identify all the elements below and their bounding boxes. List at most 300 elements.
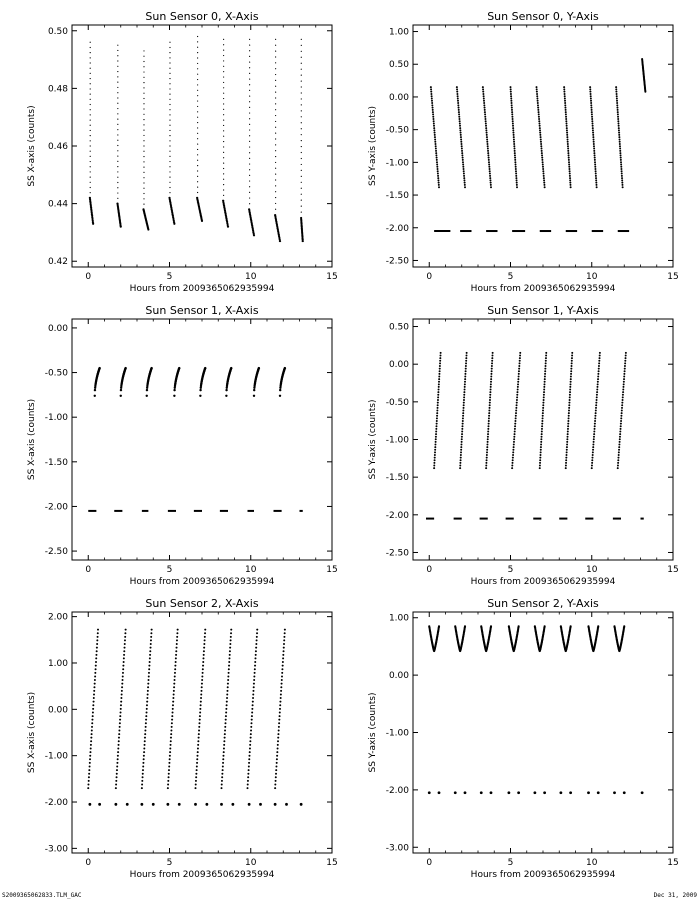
data-point xyxy=(201,220,203,222)
data-point xyxy=(252,697,254,699)
data-point xyxy=(618,125,620,127)
data-point xyxy=(281,675,283,677)
x-tick-label: 5 xyxy=(166,565,173,575)
data-point xyxy=(197,181,198,182)
data-point xyxy=(570,381,572,383)
data-point xyxy=(202,672,204,674)
data-point xyxy=(114,803,117,806)
data-point xyxy=(615,91,617,93)
data-point xyxy=(249,107,250,108)
data-point xyxy=(490,381,492,383)
data-point xyxy=(517,791,520,794)
data-point xyxy=(567,428,569,430)
data-point xyxy=(516,399,518,401)
data-point xyxy=(490,184,492,186)
data-point xyxy=(169,182,170,183)
data-point xyxy=(598,368,600,370)
data-point xyxy=(456,86,458,88)
data-point xyxy=(538,123,540,125)
data-point xyxy=(625,355,627,357)
data-point xyxy=(462,163,464,165)
data-point xyxy=(619,430,621,432)
y-tick-label: 0.44 xyxy=(47,199,68,210)
data-point xyxy=(592,454,594,456)
data-point xyxy=(519,357,521,359)
data-point xyxy=(170,744,172,746)
data-point xyxy=(88,780,90,782)
y-tick-label: -2.50 xyxy=(385,548,409,559)
data-point xyxy=(252,690,254,692)
data-point xyxy=(543,177,545,179)
data-point xyxy=(228,665,230,667)
data-point xyxy=(146,711,148,713)
data-point xyxy=(435,433,437,435)
data-point xyxy=(254,657,256,659)
data-point xyxy=(170,733,172,735)
data-point xyxy=(197,133,198,134)
data-point xyxy=(301,146,302,147)
data-point xyxy=(616,100,618,102)
data-point xyxy=(596,391,598,393)
data-point xyxy=(510,88,512,90)
data-point xyxy=(253,395,255,397)
data-point xyxy=(541,154,543,156)
data-point xyxy=(621,179,623,181)
data-point xyxy=(436,410,438,412)
data-point xyxy=(275,103,276,104)
data-point xyxy=(565,454,567,456)
data-point xyxy=(538,120,540,122)
data-point xyxy=(176,647,178,649)
data-point xyxy=(275,45,276,46)
data-point xyxy=(171,722,173,724)
data-point xyxy=(197,68,198,69)
data-point xyxy=(511,116,513,118)
data-point xyxy=(283,643,285,645)
data-point xyxy=(146,697,148,699)
data-point xyxy=(512,457,514,459)
data-point xyxy=(197,165,198,166)
data-point xyxy=(143,755,145,757)
data-point xyxy=(197,747,199,749)
data-point xyxy=(301,80,302,81)
data-point xyxy=(275,766,277,768)
data-point xyxy=(168,776,170,778)
data-point xyxy=(91,733,93,735)
data-point xyxy=(90,78,91,79)
data-point xyxy=(458,113,460,115)
data-point xyxy=(563,86,565,88)
data-point xyxy=(543,391,545,393)
data-point xyxy=(517,383,519,385)
data-point xyxy=(301,182,302,183)
data-point xyxy=(227,679,229,681)
data-point xyxy=(225,719,227,721)
data-point xyxy=(512,129,514,131)
data-point xyxy=(275,138,276,139)
data-point xyxy=(512,451,514,453)
data-point xyxy=(539,125,541,127)
data-point xyxy=(223,200,224,201)
data-point xyxy=(255,647,257,649)
data-point xyxy=(492,352,494,354)
data-point xyxy=(143,167,144,168)
data-point xyxy=(564,102,566,104)
x-tick-label: 10 xyxy=(245,858,257,868)
data-point xyxy=(197,154,198,155)
data-point xyxy=(197,176,198,177)
data-point xyxy=(486,134,488,136)
data-point xyxy=(543,173,545,175)
data-point xyxy=(512,127,514,129)
data-point xyxy=(279,389,281,391)
data-point xyxy=(490,386,492,388)
data-point xyxy=(144,737,146,739)
data-point xyxy=(275,133,276,134)
data-point xyxy=(597,378,599,380)
data-point xyxy=(489,391,491,393)
data-point xyxy=(224,722,226,724)
data-point xyxy=(201,679,203,681)
data-point xyxy=(594,428,596,430)
data-point xyxy=(484,116,486,118)
data-point xyxy=(514,161,516,163)
data-point xyxy=(176,643,178,645)
data-point xyxy=(198,729,200,731)
data-point xyxy=(301,211,302,212)
data-point xyxy=(247,780,249,782)
data-point xyxy=(223,130,224,131)
data-point xyxy=(91,719,93,721)
data-point xyxy=(543,396,545,398)
data-point xyxy=(223,109,224,110)
data-point xyxy=(301,116,302,117)
data-point xyxy=(595,184,597,186)
data-point xyxy=(143,145,144,146)
data-point xyxy=(594,168,596,170)
data-point xyxy=(616,102,618,104)
data-point xyxy=(590,98,592,100)
data-point xyxy=(565,111,567,113)
data-point xyxy=(464,383,466,385)
data-point xyxy=(90,140,91,141)
data-point xyxy=(147,683,149,685)
data-point xyxy=(223,179,224,180)
data-point xyxy=(624,365,626,367)
data-point xyxy=(223,152,224,153)
data-point xyxy=(275,203,276,204)
data-point xyxy=(515,417,517,419)
data-point xyxy=(617,109,619,111)
data-point xyxy=(489,399,491,401)
data-point xyxy=(169,78,170,79)
data-point xyxy=(227,675,229,677)
data-point xyxy=(596,186,598,188)
data-point xyxy=(436,159,438,161)
chart-title: Sun Sensor 1, Y-Axis xyxy=(487,304,599,317)
data-point xyxy=(90,747,92,749)
data-point xyxy=(275,51,276,52)
data-point xyxy=(255,650,257,652)
data-point xyxy=(592,451,594,453)
data-point xyxy=(437,394,439,396)
data-point xyxy=(616,107,618,109)
data-point xyxy=(150,647,152,649)
data-point xyxy=(538,111,540,113)
data-point xyxy=(545,365,547,367)
data-point xyxy=(430,93,432,95)
data-point xyxy=(517,381,519,383)
data-point xyxy=(249,44,250,45)
data-point xyxy=(169,99,170,100)
data-point xyxy=(460,134,462,136)
data-point xyxy=(143,182,144,183)
data-point xyxy=(276,762,278,764)
data-point xyxy=(617,116,619,118)
panel-3 xyxy=(27,304,338,587)
data-point xyxy=(624,362,626,364)
data-point xyxy=(592,444,594,446)
data-point xyxy=(249,186,250,187)
data-point xyxy=(570,625,572,627)
data-point xyxy=(460,141,462,143)
data-point xyxy=(540,145,542,147)
data-point xyxy=(567,148,569,150)
data-point xyxy=(124,647,126,649)
data-point xyxy=(90,145,91,146)
data-point xyxy=(90,740,92,742)
data-point xyxy=(513,143,515,145)
data-point xyxy=(461,154,463,156)
data-point xyxy=(488,166,490,168)
data-point xyxy=(170,737,172,739)
data-point xyxy=(598,360,600,362)
data-point xyxy=(464,375,466,377)
data-point xyxy=(204,367,206,369)
data-point xyxy=(252,701,254,703)
data-point xyxy=(594,417,596,419)
data-point xyxy=(90,119,91,120)
data-point xyxy=(230,636,232,638)
data-point xyxy=(593,138,595,140)
data-point xyxy=(223,162,224,163)
data-point xyxy=(545,355,547,357)
data-point xyxy=(462,410,464,412)
data-point xyxy=(487,148,489,150)
data-point xyxy=(559,791,562,794)
data-point xyxy=(202,668,204,670)
data-point xyxy=(595,402,597,404)
data-point xyxy=(464,386,466,388)
data-point xyxy=(518,365,520,367)
data-point xyxy=(223,82,224,83)
data-point xyxy=(461,433,463,435)
data-point xyxy=(439,355,441,357)
data-point xyxy=(140,803,143,806)
x-tick-label: 0 xyxy=(85,858,92,868)
data-point xyxy=(169,94,170,95)
data-point xyxy=(301,122,302,123)
x-axis-label: Hours from 2009365062935994 xyxy=(129,577,275,587)
data-point xyxy=(512,123,514,125)
y-tick-label: -3.00 xyxy=(44,844,68,855)
data-point xyxy=(117,182,118,183)
data-point xyxy=(143,130,144,131)
y-tick-label: 1.00 xyxy=(388,613,409,624)
data-point xyxy=(591,464,593,466)
data-point xyxy=(436,420,438,422)
data-point xyxy=(512,118,514,120)
data-point xyxy=(173,693,175,695)
data-point xyxy=(543,394,545,396)
data-point xyxy=(249,180,250,181)
data-point xyxy=(514,425,516,427)
data-point xyxy=(223,71,224,72)
data-point xyxy=(226,690,228,692)
data-point xyxy=(275,97,276,98)
data-point xyxy=(570,370,572,372)
data-point xyxy=(169,140,170,141)
data-point xyxy=(120,697,122,699)
data-point xyxy=(463,407,465,409)
data-point xyxy=(431,100,433,102)
data-point xyxy=(564,93,566,95)
data-point xyxy=(250,726,252,728)
data-point xyxy=(143,66,144,67)
data-point xyxy=(435,441,437,443)
data-point xyxy=(541,436,543,438)
data-point xyxy=(301,188,302,189)
data-point xyxy=(463,394,465,396)
data-point xyxy=(621,177,623,179)
data-point xyxy=(275,109,276,110)
data-point xyxy=(146,701,148,703)
data-point xyxy=(437,168,439,170)
data-point xyxy=(592,449,594,451)
data-point xyxy=(434,451,436,453)
data-point xyxy=(507,791,510,794)
data-point xyxy=(594,423,596,425)
data-point xyxy=(118,737,120,739)
data-point xyxy=(514,428,516,430)
data-point xyxy=(567,152,569,154)
data-point xyxy=(143,156,144,157)
data-point xyxy=(231,803,234,806)
data-point xyxy=(514,430,516,432)
data-point xyxy=(197,143,198,144)
data-point xyxy=(283,639,285,641)
data-point xyxy=(459,127,461,129)
y-tick-label: 0.42 xyxy=(47,257,68,268)
data-point xyxy=(619,433,621,435)
data-point xyxy=(539,464,541,466)
data-point xyxy=(301,200,302,201)
data-point xyxy=(592,125,594,127)
panel-6 xyxy=(368,597,679,880)
data-point xyxy=(566,125,568,127)
data-point xyxy=(483,98,485,100)
data-point xyxy=(94,683,96,685)
data-point xyxy=(143,188,144,189)
data-point xyxy=(142,773,144,775)
data-point xyxy=(301,170,302,171)
data-point xyxy=(247,787,249,789)
data-point xyxy=(275,39,276,40)
data-point xyxy=(428,791,431,794)
data-point xyxy=(88,803,91,806)
data-point xyxy=(543,383,545,385)
data-point xyxy=(565,123,567,125)
data-point xyxy=(275,156,276,157)
data-point xyxy=(221,773,223,775)
data-point xyxy=(594,420,596,422)
data-point xyxy=(226,704,228,706)
data-point xyxy=(199,708,201,710)
data-point xyxy=(143,193,144,194)
x-tick-label: 0 xyxy=(85,272,92,282)
data-point xyxy=(620,154,622,156)
data-point xyxy=(482,88,484,90)
data-point xyxy=(275,185,276,186)
data-point xyxy=(143,177,144,178)
data-point xyxy=(516,394,518,396)
x-tick-label: 15 xyxy=(667,858,679,868)
y-tick-label: 1.00 xyxy=(388,27,409,38)
data-point xyxy=(281,672,283,674)
data-point xyxy=(169,57,170,58)
data-point xyxy=(301,69,302,70)
data-point xyxy=(146,704,148,706)
data-point xyxy=(437,407,439,409)
data-point xyxy=(115,787,117,789)
data-point xyxy=(275,68,276,69)
data-point xyxy=(542,410,544,412)
data-point xyxy=(90,197,91,198)
data-point xyxy=(568,161,570,163)
data-point xyxy=(200,701,202,703)
data-point xyxy=(169,755,171,757)
data-point xyxy=(622,396,624,398)
data-point xyxy=(517,389,519,391)
data-point xyxy=(249,747,251,749)
data-point xyxy=(284,367,286,369)
data-point xyxy=(513,444,515,446)
data-point xyxy=(615,86,617,88)
data-point xyxy=(540,138,542,140)
data-point xyxy=(593,433,595,435)
data-point xyxy=(438,184,440,186)
data-point xyxy=(143,124,144,125)
data-point xyxy=(567,423,569,425)
data-point xyxy=(464,184,466,186)
data-point xyxy=(485,123,487,125)
y-tick-label: -2.50 xyxy=(385,256,409,267)
data-point xyxy=(174,675,176,677)
data-point xyxy=(301,128,302,129)
data-point xyxy=(247,773,249,775)
data-point xyxy=(465,365,467,367)
data-point xyxy=(438,378,440,380)
data-point xyxy=(223,125,224,126)
data-point xyxy=(90,135,91,136)
data-point xyxy=(281,683,283,685)
data-point xyxy=(280,686,282,688)
data-point xyxy=(462,415,464,417)
y-tick-label: 0.00 xyxy=(47,705,68,716)
data-point xyxy=(624,370,626,372)
data-point xyxy=(569,383,571,385)
data-point xyxy=(94,675,96,677)
